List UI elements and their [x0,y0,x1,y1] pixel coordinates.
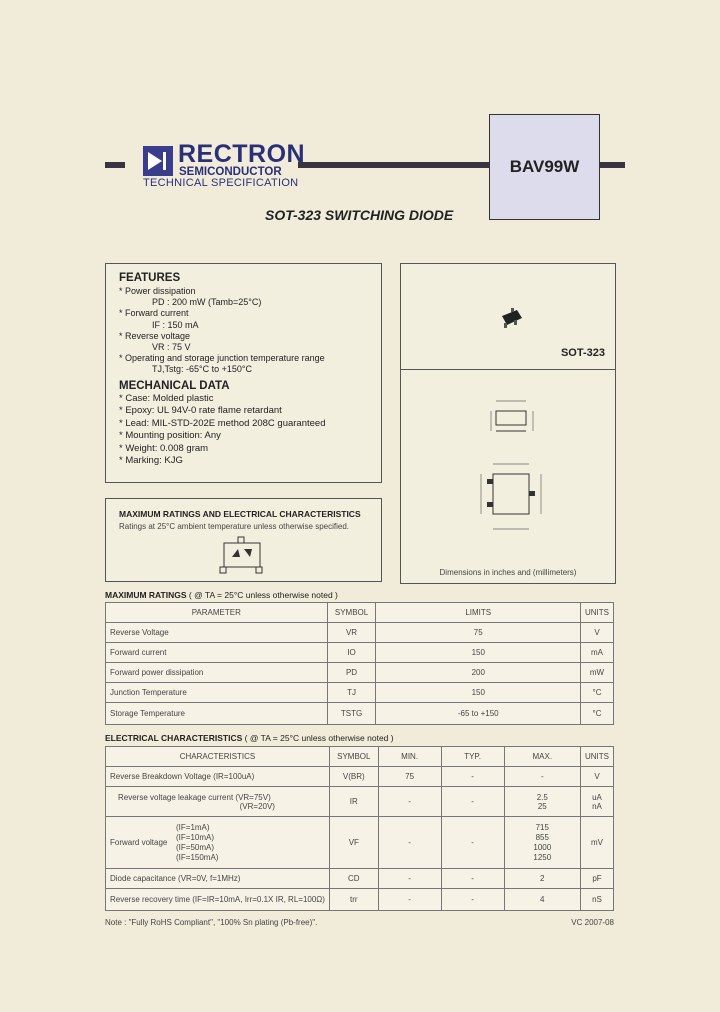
table-cell: TJ [327,683,376,703]
part-number-box [489,114,600,220]
mechanical-line: * Epoxy: UL 94V-0 rate flame retardant [119,405,282,417]
feature-line: VR : 75 V [152,342,191,353]
forward-voltage-label: Forward voltage [110,838,168,847]
package-drawing-box [400,263,616,584]
footer-version: VC 2007-08 [571,918,614,927]
table-cell: IO [327,643,376,663]
mechanical-heading: MECHANICAL DATA [119,379,230,392]
condition-line: (IF=50mA) [176,843,215,852]
table-cell: Reverse Voltage [106,623,328,643]
package-divider [401,369,615,370]
table-cell: °C [581,703,614,725]
dimensions-caption: Dimensions in inches and (millimeters) [439,568,577,577]
table-row [106,683,614,703]
dimension-drawing [451,389,571,549]
header-rule-middle [298,162,489,168]
max-ratings-table [105,602,614,725]
feature-line: * Operating and storage junction temperature range [119,353,325,364]
table-header: SYMBOL [329,747,378,767]
table-cell: Forward power dissipation [106,663,328,683]
table-cell [504,817,580,869]
table-cell: mV [581,817,614,869]
max-value: 2.5 [536,792,548,802]
table-cell: mA [581,643,614,663]
table-cell: Junction Temperature [106,683,328,703]
condition-line: (IF=150mA) [176,853,219,862]
feature-line: * Forward current [119,308,189,319]
diode-circuit-icon [218,535,266,577]
elec-condition: ( @ TA = 25°C unless otherwise noted ) [244,733,394,743]
table-cell: - [441,787,504,817]
table-cell: - [441,869,504,889]
footer-note: Note : "Fully RoHS Compliant", "100% Sn plating (Pb-free)". [105,918,318,927]
rectron-logo-icon [143,146,173,176]
feature-line: TJ,Tstg: -65°C to +150°C [152,364,252,375]
sot323-package-icon [499,308,525,330]
table-cell: Diode capacitance (VR=0V, f=1MHz) [106,869,330,889]
table-cell: 75 [376,623,581,643]
features-box [105,263,382,483]
table-header: CHARACTERISTICS [106,747,330,767]
table-header: TYP. [441,747,504,767]
leakage-label: Reverse voltage leakage current (VR=75V) [118,792,271,802]
mechanical-line: * Weight: 0.008 gram [119,442,209,454]
mechanical-line: * Case: Molded plastic [119,392,214,404]
table-cell: - [441,889,504,911]
table-header: LIMITS [376,603,581,623]
tech-spec-label: TECHNICAL SPECIFICATION [143,177,299,189]
table-row [106,767,614,787]
table-row [106,643,614,663]
table-cell: Reverse recovery time (IF=IR=10mA, Irr=0.1X IR, RL=100Ω) [106,889,330,911]
part-number: BAV99W [509,157,580,176]
page-title: SOT-323 SWITCHING DIODE [265,207,454,223]
table-cell: VF [329,817,378,869]
max-value: 1250 [533,852,552,862]
table-cell: nS [581,889,614,911]
table-cell: - [441,817,504,869]
max-ratings-condition: ( @ TA = 25°C unless otherwise noted ) [188,590,338,600]
table-cell: 75 [378,767,441,787]
table-cell [106,787,330,817]
table-cell: V [581,767,614,787]
table-cell: TSTG [327,703,376,725]
brand-name: RECTRON [178,140,306,168]
table-cell: - [378,869,441,889]
max-value: 715 [535,822,549,832]
max-ratings-title: MAXIMUM RATINGS [105,590,187,600]
table-cell: IR [329,787,378,817]
table-cell: pF [581,869,614,889]
table-row [106,889,614,911]
max-value: 855 [535,832,549,842]
table-cell: 150 [376,683,581,703]
table-cell: V [581,623,614,643]
feature-line: * Reverse voltage [119,330,191,341]
table-cell: CD [329,869,378,889]
table-cell: VR [327,623,376,643]
table-cell: 4 [504,889,580,911]
table-cell: - [441,767,504,787]
table-header: SYMBOL [327,603,376,623]
mechanical-line: * Lead: MIL-STD-202E method 208C guaranteed [119,417,326,429]
table-row [106,869,614,889]
table-row [106,623,614,643]
max-value: 25 [537,801,547,811]
table-cell [106,817,330,869]
table-row [106,817,614,869]
table-cell [581,787,614,817]
table-cell [504,787,580,817]
feature-line: IF : 150 mA [152,319,199,330]
table-header: MIN. [378,747,441,767]
table-cell: V(BR) [329,767,378,787]
elec-title-row [105,733,394,743]
table-header: MAX. [504,747,580,767]
table-cell: 2 [504,869,580,889]
table-cell: Reverse Breakdown Voltage (IR=100uA) [106,767,330,787]
feature-line: * Power dissipation [119,286,196,296]
header-rule-right [598,162,625,168]
table-row [106,703,614,725]
package-label: SOT-323 [560,347,605,359]
leakage-label-2: (VR=20V) [239,801,275,811]
table-header: PARAMETER [106,603,328,623]
condition-line: (IF=10mA) [176,833,215,842]
header-rule-left [105,162,125,168]
table-cell: mW [581,663,614,683]
ratings-subheading: Ratings at 25°C ambient temperature unless otherwise specified. [119,522,349,531]
ratings-box [105,498,382,582]
table-cell: °C [581,683,614,703]
table-header: UNITS [581,747,614,767]
table-cell: PD [327,663,376,683]
table-cell: Forward current [106,643,328,663]
unit-value: uA [592,792,602,802]
feature-line: PD : 200 mW (Tamb=25°C) [152,297,262,308]
max-ratings-title-row [105,590,338,600]
table-cell: trr [329,889,378,911]
table-cell: Storage Temperature [106,703,328,725]
table-row [106,787,614,817]
table-cell: - [378,817,441,869]
ratings-heading: MAXIMUM RATINGS AND ELECTRICAL CHARACTERISTICS [119,509,361,519]
mechanical-line: * Mounting position: Any [119,430,221,442]
table-row [106,663,614,683]
elec-table [105,746,614,911]
table-cell: - [378,787,441,817]
condition-line: (IF=1mA) [176,823,210,832]
table-cell: 200 [376,663,581,683]
table-cell: -65 to +150 [376,703,581,725]
unit-value: nA [592,801,602,811]
brand-subtitle: SEMICONDUCTOR [179,166,282,178]
table-cell: - [504,767,580,787]
mechanical-line: * Marking: KJG [119,455,183,467]
table-cell: - [378,889,441,911]
table-cell: 150 [376,643,581,663]
elec-title: ELECTRICAL CHARACTERISTICS [105,733,243,743]
max-value: 1000 [533,842,552,852]
features-heading: FEATURES [119,272,181,284]
table-header: UNITS [581,603,614,623]
